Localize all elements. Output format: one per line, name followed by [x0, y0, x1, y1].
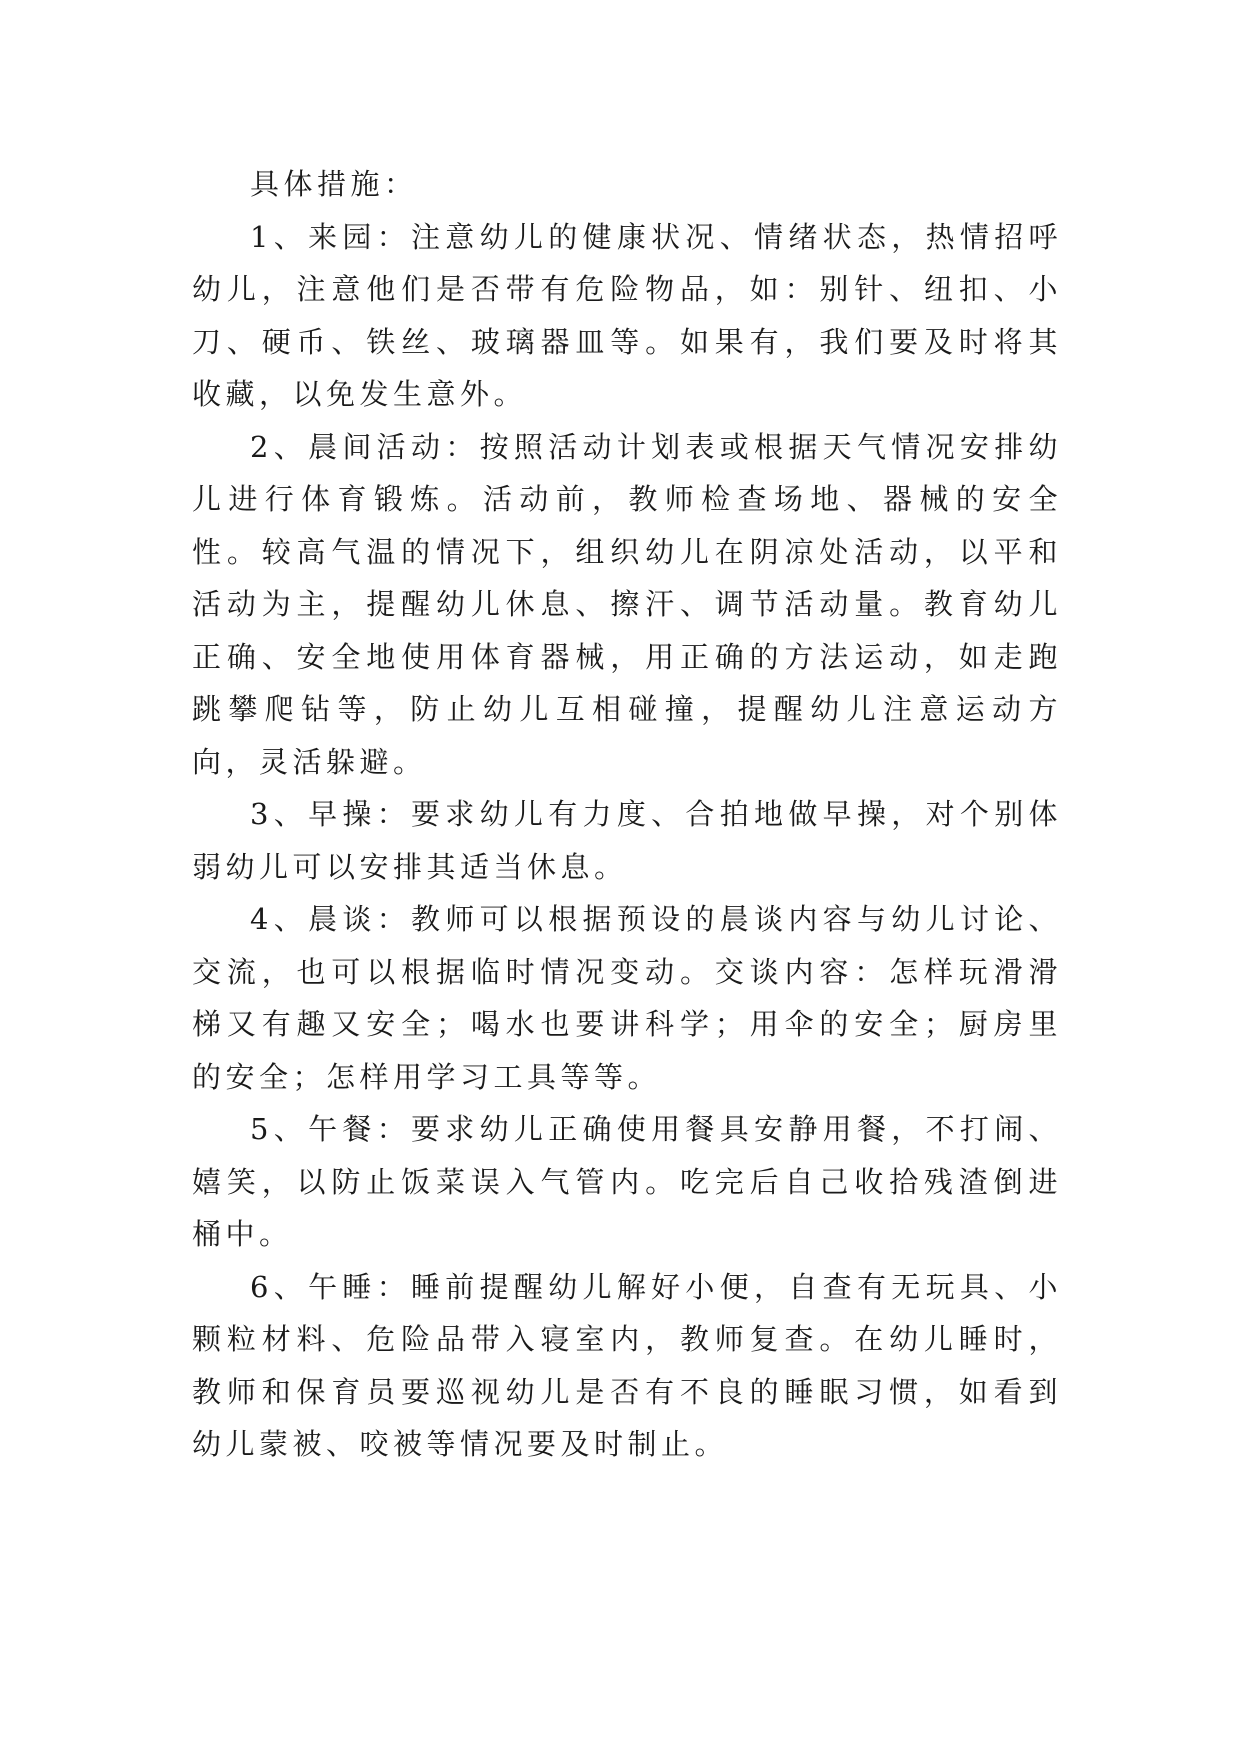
paragraph-lunch: 5、午餐：要求幼儿正确使用餐具安静用餐，不打闹、嬉笑，以防止饭菜误入气管内。吃完后自己收拾残渣倒进桶中。	[192, 1112, 1062, 1251]
paragraph-morning-activity: 2、晨间活动：按照活动计划表或根据天气情况安排幼儿进行体育锻炼。活动前，教师检查场地、器械的安全性。较高气温的情况下，组织幼儿在阴凉处活动，以平和活动为主，提醒幼儿休息、擦汗、调节活动量。教育幼儿正确、安全地使用体育器械，用正确的方法运动，如走跑跳攀爬钻等，防止幼儿互相碰撞，提醒幼儿注意运动方向，灵活躲避。	[192, 429, 1062, 779]
document-body	[192, 158, 1062, 1471]
paragraph-arrival: 1、来园：注意幼儿的健康状况、情绪状态，热情招呼幼儿，注意他们是否带有危险物品，如：别针、纽扣、小刀、硬币、铁丝、玻璃器皿等。如果有，我们要及时将其收藏，以免发生意外。	[192, 219, 1062, 411]
paragraph-nap: 6、午睡：睡前提醒幼儿解好小便，自查有无玩具、小颗粒材料、危险品带入寝室内，教师复查。在幼儿睡时，教师和保育员要巡视幼儿是否有不良的睡眠习惯，如看到幼儿蒙被、咬被等情况要及时制止。	[192, 1269, 1062, 1461]
paragraph-morning-exercise: 3、早操：要求幼儿有力度、合拍地做早操，对个别体弱幼儿可以安排其适当休息。	[192, 797, 1062, 884]
section-heading: 具体措施：	[250, 167, 418, 201]
paragraph-morning-talk: 4、晨谈：教师可以根据预设的晨谈内容与幼儿讨论、交流，也可以根据临时情况变动。交谈内容：怎样玩滑滑梯又有趣又安全；喝水也要讲科学；用伞的安全；厨房里的安全；怎样用学习工具等等。	[192, 902, 1062, 1094]
